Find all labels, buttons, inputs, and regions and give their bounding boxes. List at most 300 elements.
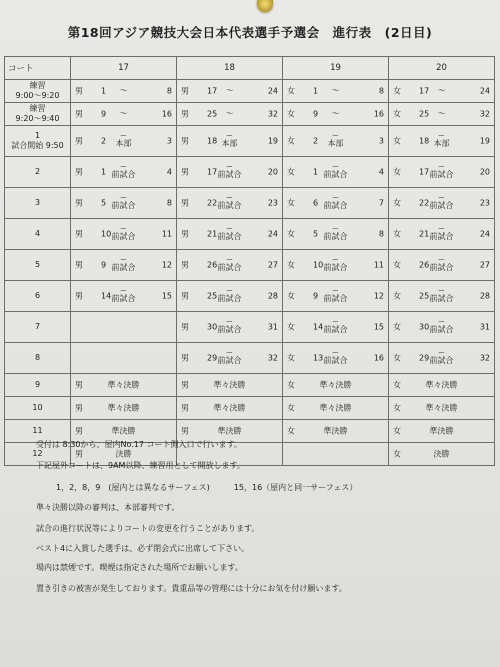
- gender-label: 女: [287, 86, 295, 96]
- player-number-b: 31: [267, 322, 278, 332]
- referee-text: 本部: [115, 139, 132, 149]
- table-row: [5, 312, 495, 343]
- match-cell: [389, 219, 495, 250]
- match-cell: [283, 219, 389, 250]
- referee-text: 前試合: [323, 325, 348, 335]
- referee-label: [120, 110, 128, 118]
- player-number-a: 9: [101, 260, 107, 270]
- round-name: 11: [32, 426, 43, 435]
- match-cell: [389, 343, 495, 374]
- match-cell: [71, 219, 177, 250]
- referee-text: 前試合: [429, 232, 454, 242]
- gender-label: 女: [287, 353, 295, 363]
- gender-label: 男: [75, 109, 83, 119]
- match-cell: [71, 126, 177, 157]
- referee-text: 前試合: [429, 325, 454, 335]
- player-number-a: 22: [207, 198, 218, 208]
- gender-label: 男: [181, 229, 189, 239]
- player-number-a: 2: [101, 136, 107, 146]
- match-cell: [177, 188, 283, 219]
- round-label: [5, 80, 71, 103]
- player-number-b: 15: [161, 291, 172, 301]
- match-cell: [283, 250, 389, 281]
- match-cell: [283, 420, 389, 443]
- match-cell: [71, 157, 177, 188]
- referee-label: [116, 133, 132, 149]
- referee-text: 前試合: [429, 170, 454, 180]
- referee-label: [324, 226, 348, 242]
- dash-mark: ー: [438, 163, 445, 172]
- dash-mark: ー: [438, 194, 445, 203]
- player-number-a: 25: [207, 109, 218, 119]
- note-line: 1，2，8，9 (屋内とは異なるサーフェス) 15，16（屋内と同一サーフェス）: [56, 483, 358, 492]
- player-number-a: 29: [419, 353, 430, 363]
- dash-mark: ー: [120, 287, 127, 296]
- player-number-b: 11: [161, 229, 172, 239]
- table-row: [5, 343, 495, 374]
- player-number-b: 27: [267, 260, 278, 270]
- referee-label: [434, 133, 450, 149]
- gender-label: 女: [287, 229, 295, 239]
- referee-text: 前試合: [217, 232, 242, 242]
- round-name: 4: [34, 229, 41, 238]
- player-number-a: 10: [101, 229, 112, 239]
- table-row: [5, 80, 495, 103]
- player-number-a: 21: [207, 229, 218, 239]
- match-cell: [389, 157, 495, 188]
- referee-text: 前試合: [217, 170, 242, 180]
- referee-text: 本部: [221, 139, 238, 149]
- referee-label: [328, 133, 344, 149]
- player-number-a: 17: [207, 167, 218, 177]
- gender-label: 男: [75, 229, 83, 239]
- gender-label: 男: [181, 86, 189, 96]
- round-name: 練習: [29, 81, 46, 90]
- referee-label: [218, 195, 242, 211]
- stage-label: 準々決勝: [425, 403, 458, 413]
- referee-label: [112, 164, 136, 180]
- gender-label: 女: [393, 426, 401, 436]
- dash-mark: ー: [226, 318, 233, 327]
- gender-label: 男: [75, 291, 83, 301]
- table-row: [5, 374, 495, 397]
- player-number-a: 18: [419, 136, 430, 146]
- referee-text: 前試合: [323, 232, 348, 242]
- gender-label: 男: [181, 167, 189, 177]
- referee-text: 本部: [433, 139, 450, 149]
- dash-mark: ー: [332, 132, 339, 141]
- referee-text: ～: [119, 108, 128, 118]
- match-cell: [71, 250, 177, 281]
- gender-label: 男: [75, 260, 83, 270]
- player-number-a: 26: [419, 260, 430, 270]
- player-number-b: 20: [479, 167, 490, 177]
- referee-text: 前試合: [429, 201, 454, 211]
- stage-label: 決勝: [115, 449, 132, 459]
- dash-mark: ー: [438, 349, 445, 358]
- match-cell: [71, 188, 177, 219]
- gender-label: 男: [75, 136, 83, 146]
- dash-mark: ー: [438, 132, 445, 141]
- table-row: [5, 157, 495, 188]
- gender-label: 男: [181, 322, 189, 332]
- referee-text: ～: [331, 85, 340, 95]
- referee-label: [324, 164, 348, 180]
- dash-mark: ー: [120, 225, 127, 234]
- gender-label: 男: [75, 449, 83, 459]
- player-number-b: 19: [479, 136, 490, 146]
- gender-label: 男: [181, 291, 189, 301]
- court-number: 19: [283, 57, 389, 80]
- player-number-a: 18: [207, 136, 218, 146]
- player-number-b: 32: [479, 109, 490, 119]
- gender-label: 女: [287, 380, 295, 390]
- gender-label: 男: [181, 403, 189, 413]
- referee-text: 前試合: [111, 232, 136, 242]
- player-number-b: 11: [373, 260, 384, 270]
- match-cell: [283, 312, 389, 343]
- referee-text: 前試合: [217, 356, 242, 366]
- round-label: [5, 157, 71, 188]
- stage-label: 準々決勝: [107, 403, 140, 413]
- match-cell: [389, 397, 495, 420]
- gender-label: 女: [393, 322, 401, 332]
- round-name: 12: [32, 449, 43, 458]
- player-number-a: 30: [207, 322, 218, 332]
- round-name: 3: [34, 198, 41, 207]
- match-cell: [177, 312, 283, 343]
- gender-label: 男: [181, 109, 189, 119]
- player-number-b: 4: [166, 167, 172, 177]
- round-label: [5, 281, 71, 312]
- note-line: 準々決勝以降の審判は、本部審判です。: [36, 503, 180, 512]
- referee-label: [112, 288, 136, 304]
- player-number-a: 25: [207, 291, 218, 301]
- gender-label: 男: [181, 260, 189, 270]
- dash-mark: ー: [226, 349, 233, 358]
- player-number-a: 1: [313, 86, 319, 96]
- player-number-a: 25: [419, 291, 430, 301]
- player-number-b: 3: [378, 136, 384, 146]
- gender-label: 女: [287, 109, 295, 119]
- player-number-b: 3: [166, 136, 172, 146]
- gender-label: 女: [393, 109, 401, 119]
- gender-label: 女: [393, 198, 401, 208]
- referee-text: ～: [437, 108, 446, 118]
- stage-label: 準々決勝: [107, 380, 140, 390]
- referee-text: 前試合: [217, 201, 242, 211]
- match-cell: [283, 374, 389, 397]
- dash-mark: ー: [332, 256, 339, 265]
- match-cell: [283, 126, 389, 157]
- player-number-b: 16: [373, 109, 384, 119]
- player-number-a: 21: [419, 229, 430, 239]
- gender-label: 女: [393, 449, 401, 459]
- table-row: [5, 397, 495, 420]
- player-number-b: 24: [267, 86, 278, 96]
- match-cell: [283, 397, 389, 420]
- player-number-a: 6: [313, 198, 319, 208]
- referee-label: [430, 319, 454, 335]
- dash-mark: ー: [438, 318, 445, 327]
- stage-label: 準決勝: [429, 426, 454, 436]
- match-cell: [177, 250, 283, 281]
- stage-label: 決勝: [433, 449, 450, 459]
- player-number-b: 8: [378, 229, 384, 239]
- match-cell: [389, 250, 495, 281]
- referee-text: 前試合: [429, 294, 454, 304]
- referee-label: [430, 288, 454, 304]
- gender-label: 女: [287, 198, 295, 208]
- player-number-a: 30: [419, 322, 430, 332]
- court-header-label: コート: [5, 57, 71, 80]
- gender-label: 女: [393, 380, 401, 390]
- round-label: [5, 219, 71, 250]
- gender-label: 男: [181, 426, 189, 436]
- table-row: [5, 126, 495, 157]
- player-number-a: 17: [419, 86, 430, 96]
- court-number: 18: [177, 57, 283, 80]
- dash-mark: ー: [226, 163, 233, 172]
- player-number-b: 28: [267, 291, 278, 301]
- match-cell: [283, 188, 389, 219]
- stage-label: 準々決勝: [319, 403, 352, 413]
- referee-label: [438, 110, 446, 118]
- dash-mark: ー: [332, 163, 339, 172]
- table-row: [5, 103, 495, 126]
- player-number-a: 9: [101, 109, 107, 119]
- round-name: 5: [34, 260, 41, 269]
- round-label: [5, 312, 71, 343]
- dash-mark: ー: [438, 225, 445, 234]
- dash-mark: ー: [226, 287, 233, 296]
- referee-label: [218, 319, 242, 335]
- round-label: [5, 250, 71, 281]
- note-line: 試合の進行状況等によりコートの変更を行うことがあります。: [36, 524, 260, 533]
- player-number-b: 28: [479, 291, 490, 301]
- match-cell: [389, 80, 495, 103]
- referee-label: [430, 257, 454, 273]
- stage-label: 準決勝: [217, 426, 242, 436]
- referee-text: 前試合: [323, 356, 348, 366]
- player-number-b: 32: [267, 109, 278, 119]
- referee-label: [430, 164, 454, 180]
- match-cell: [389, 103, 495, 126]
- dash-mark: ー: [226, 225, 233, 234]
- round-name: 10: [32, 403, 43, 412]
- referee-label: [430, 226, 454, 242]
- round-time: 9:00～9:20: [15, 91, 60, 100]
- gender-label: 女: [393, 353, 401, 363]
- gender-label: 男: [75, 198, 83, 208]
- referee-label: [332, 87, 340, 95]
- referee-label: [226, 110, 234, 118]
- round-label: [5, 188, 71, 219]
- referee-label: [438, 87, 446, 95]
- round-label: [5, 397, 71, 420]
- player-number-b: 4: [378, 167, 384, 177]
- match-cell: [177, 103, 283, 126]
- player-number-a: 1: [101, 86, 107, 96]
- gender-label: 女: [287, 136, 295, 146]
- referee-label: [324, 257, 348, 273]
- referee-label: [324, 195, 348, 211]
- gender-label: 男: [75, 380, 83, 390]
- player-number-a: 2: [313, 136, 319, 146]
- dash-mark: ー: [332, 194, 339, 203]
- referee-label: [218, 288, 242, 304]
- round-name: 7: [34, 322, 41, 331]
- gender-label: 男: [181, 380, 189, 390]
- gender-label: 女: [287, 291, 295, 301]
- referee-text: ～: [119, 85, 128, 95]
- gender-label: 女: [287, 322, 295, 332]
- round-label: [5, 126, 71, 157]
- referee-text: 前試合: [429, 356, 454, 366]
- match-cell: [389, 188, 495, 219]
- court-number: 20: [389, 57, 495, 80]
- referee-text: 前試合: [323, 294, 348, 304]
- table-row: [5, 188, 495, 219]
- match-cell: [389, 443, 495, 466]
- player-number-a: 22: [419, 198, 430, 208]
- referee-label: [332, 110, 340, 118]
- player-number-b: 8: [166, 86, 172, 96]
- player-number-b: 8: [166, 198, 172, 208]
- referee-label: [324, 288, 348, 304]
- referee-label: [112, 226, 136, 242]
- note-line: 受付は 8:30から、屋内No.17 コート側入口で行います。: [36, 440, 242, 449]
- referee-text: 前試合: [111, 201, 136, 211]
- round-label: [5, 343, 71, 374]
- gender-label: 男: [181, 136, 189, 146]
- gender-label: 女: [287, 403, 295, 413]
- match-cell: [71, 343, 177, 374]
- dash-mark: ー: [120, 132, 127, 141]
- gender-label: 男: [75, 426, 83, 436]
- gender-label: 男: [75, 167, 83, 177]
- stage-label: 準々決勝: [425, 380, 458, 390]
- player-number-b: 23: [479, 198, 490, 208]
- match-cell: [389, 420, 495, 443]
- referee-label: [226, 87, 234, 95]
- match-cell: [71, 103, 177, 126]
- match-cell: [71, 312, 177, 343]
- stage-label: 準決勝: [111, 426, 136, 436]
- note-line: 下記屋外コートは、9AM以降、練習用として開放します。: [36, 461, 245, 470]
- player-number-a: 1: [313, 167, 319, 177]
- referee-label: [324, 350, 348, 366]
- match-cell: [71, 281, 177, 312]
- referee-text: ～: [225, 108, 234, 118]
- player-number-a: 14: [101, 291, 112, 301]
- player-number-b: 20: [267, 167, 278, 177]
- referee-label: [120, 87, 128, 95]
- note-line: 置き引きの被害が発生しております。貴重品等の管理には十分にお気を付け願います。: [36, 584, 347, 593]
- gender-label: 女: [393, 229, 401, 239]
- gender-label: 男: [75, 403, 83, 413]
- gender-label: 男: [181, 353, 189, 363]
- dash-mark: ー: [120, 163, 127, 172]
- match-cell: [177, 80, 283, 103]
- referee-text: 前試合: [111, 294, 136, 304]
- round-name: 6: [34, 291, 41, 300]
- match-cell: [389, 126, 495, 157]
- match-cell: [177, 281, 283, 312]
- match-cell: [389, 374, 495, 397]
- player-number-b: 12: [161, 260, 172, 270]
- match-cell: [283, 281, 389, 312]
- round-label: [5, 103, 71, 126]
- player-number-b: 32: [267, 353, 278, 363]
- referee-text: 本部: [327, 139, 344, 149]
- dash-mark: ー: [120, 256, 127, 265]
- player-number-b: 32: [479, 353, 490, 363]
- player-number-b: 19: [267, 136, 278, 146]
- round-time: 試合開始 9:50: [11, 141, 64, 150]
- table-row: [5, 281, 495, 312]
- player-number-b: 16: [373, 353, 384, 363]
- match-cell: [177, 397, 283, 420]
- gender-label: 女: [393, 260, 401, 270]
- player-number-a: 17: [207, 86, 218, 96]
- gender-label: 女: [287, 167, 295, 177]
- match-cell: [389, 312, 495, 343]
- player-number-b: 7: [378, 198, 384, 208]
- table-row: [5, 250, 495, 281]
- referee-text: 前試合: [217, 294, 242, 304]
- player-number-b: 31: [479, 322, 490, 332]
- referee-text: 前試合: [323, 263, 348, 273]
- stage-label: 準々決勝: [213, 380, 246, 390]
- player-number-a: 1: [101, 167, 107, 177]
- referee-text: 前試合: [111, 170, 136, 180]
- page-title: 第18回アジア競技大会日本代表選手予選会 進行表 (2日目): [67, 25, 433, 40]
- player-number-b: 16: [161, 109, 172, 119]
- match-cell: [283, 80, 389, 103]
- dash-mark: ー: [332, 287, 339, 296]
- gender-label: 女: [287, 260, 295, 270]
- player-number-b: 12: [373, 291, 384, 301]
- gender-label: 女: [393, 403, 401, 413]
- player-number-b: 8: [378, 86, 384, 96]
- player-number-b: 24: [479, 229, 490, 239]
- gender-label: 男: [181, 198, 189, 208]
- dash-mark: ー: [332, 349, 339, 358]
- player-number-a: 13: [313, 353, 324, 363]
- match-cell: [177, 126, 283, 157]
- referee-label: [430, 350, 454, 366]
- round-name: 9: [34, 380, 41, 389]
- referee-label: [218, 164, 242, 180]
- stage-label: 準決勝: [323, 426, 348, 436]
- referee-text: 前試合: [323, 170, 348, 180]
- match-cell: [177, 219, 283, 250]
- player-number-b: 23: [267, 198, 278, 208]
- player-number-b: 27: [479, 260, 490, 270]
- referee-text: 前試合: [111, 263, 136, 273]
- match-cell: [283, 157, 389, 188]
- match-cell: [71, 397, 177, 420]
- match-cell: [71, 80, 177, 103]
- note-line: ベスト4に入賞した選手は、必ず閉会式に出席して下さい。: [36, 544, 250, 553]
- gender-label: 女: [393, 86, 401, 96]
- dash-mark: ー: [438, 256, 445, 265]
- dash-mark: ー: [120, 194, 127, 203]
- referee-label: [324, 319, 348, 335]
- player-number-a: 17: [419, 167, 430, 177]
- match-cell: [177, 343, 283, 374]
